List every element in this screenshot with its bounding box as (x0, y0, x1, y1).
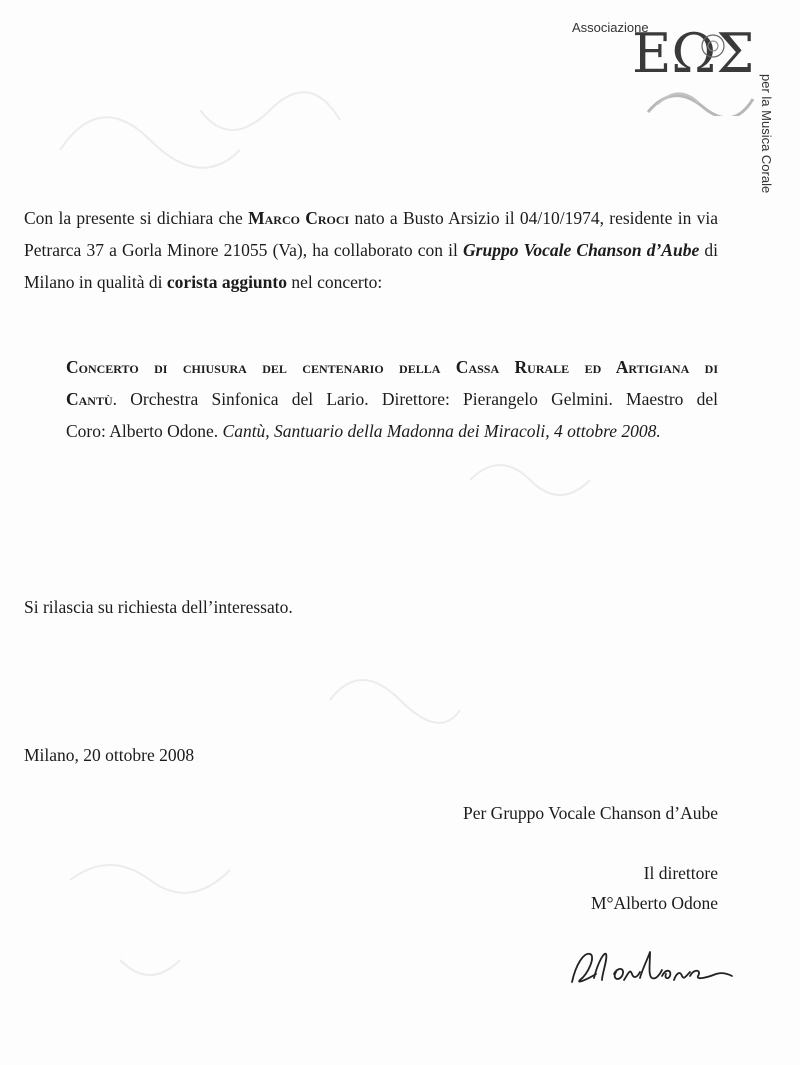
request-statement: Si rilascia su richiesta dell’interessato. (24, 597, 293, 617)
vertical-tagline: per la Musica Corale (759, 74, 774, 194)
concert-title-line: Concerto di chiusura del centenario della Cassa Rurale ed Artigiana di (66, 357, 718, 377)
eos-logo (628, 16, 768, 116)
intro-text: di (704, 240, 719, 260)
intro-text: nato a Busto Arsizio il 04/10/1974, residente in via (354, 208, 718, 228)
concert-line-2 (66, 389, 718, 410)
intro-line-1 (24, 208, 718, 229)
place-date: Milano, 20 ottobre 2008 (24, 745, 195, 765)
director-title: Il direttore (643, 863, 718, 883)
intro-text: Con la presente si dichiara che (24, 208, 243, 228)
intro-text: nel concerto: (291, 272, 383, 292)
role-text: corista aggiunto (166, 272, 287, 292)
person-name: Marco Croci (248, 208, 350, 228)
concert-title-end: Cantù (66, 389, 113, 409)
association-label: Associazione (572, 20, 649, 35)
group-name: Gruppo Vocale Chanson d’Aube (463, 240, 700, 260)
logo-letters: ΕΩΣ (632, 22, 755, 85)
intro-line-2 (24, 240, 718, 261)
handwritten-signature (566, 944, 736, 994)
concert-line-3 (66, 421, 661, 442)
director-name: M°Alberto Odone (590, 893, 718, 913)
per-group-line: Per Gruppo Vocale Chanson d’Aube (462, 803, 718, 823)
concert-place-date: Cantù, Santuario della Madonna dei Miracoli, 4 ottobre 2008. (222, 421, 661, 441)
intro-text: Milano in qualità di (24, 272, 163, 292)
concert-details: Coro: Alberto Odone. (66, 421, 219, 441)
concert-details: . Orchestra Sinfonica del Lario. Direttore: Pierangelo Gelmini. Maestro del (112, 389, 718, 409)
intro-text: Petrarca 37 a Gorla Minore 21055 (Va), ha collaborato con il (24, 240, 458, 260)
intro-line-3 (24, 272, 382, 293)
